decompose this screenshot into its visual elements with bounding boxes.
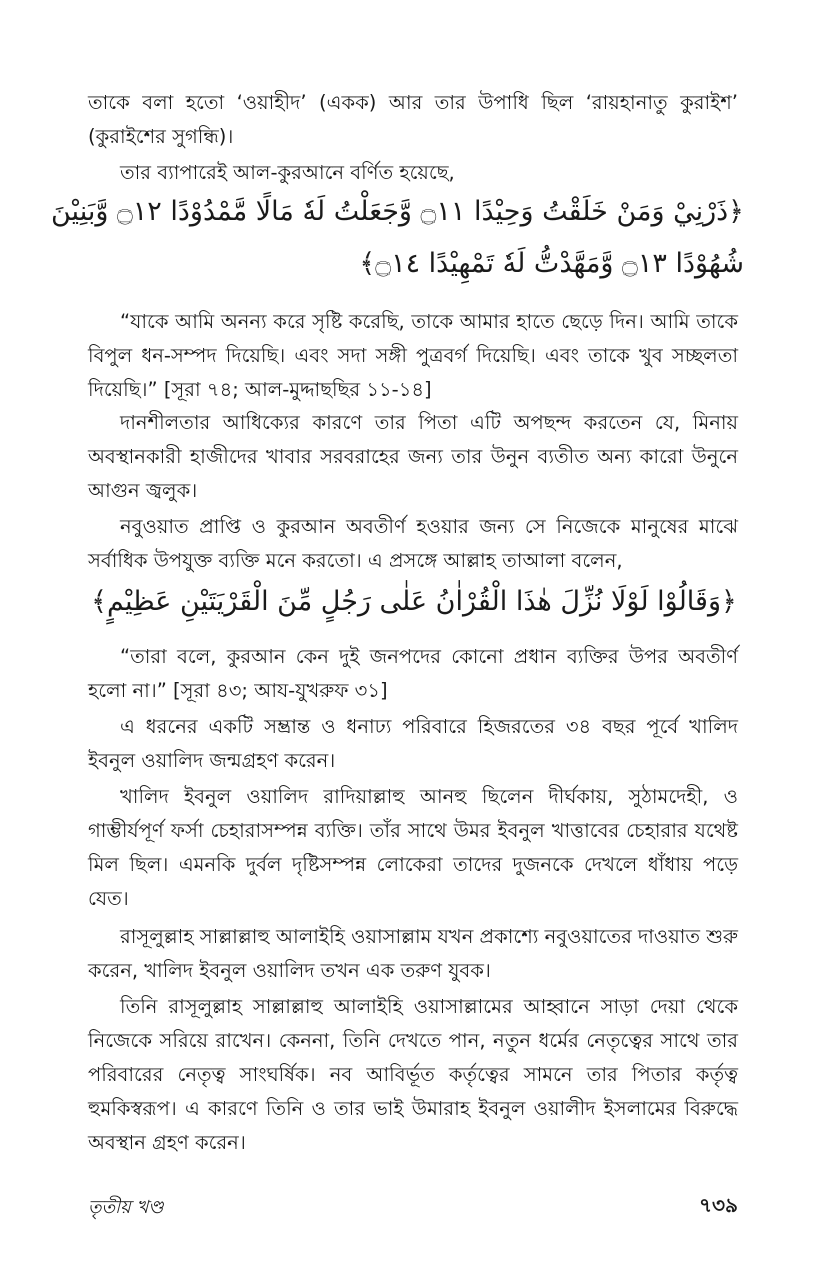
paragraph-dawah-start: রাসূলুল্লাহ সাল্লাল্লাহু আলাইহি ওয়াসাল্লাম যখন প্রকাশ্যে নবুওয়াতের দাওয়াত শুরু করেন, খালিদ ইবনুল ওয়ালিদ তখন এক তরুণ যুবক। xyxy=(88,925,738,982)
paragraph-prophethood-claim: নবুওয়াত প্রাপ্তি ও কুরআন অবতীর্ণ হওয়ার জন্য সে নিজেকে মানুষের মাঝে সর্বাধিক উপযুক্ত ব্যক্তি মনে করতো। এ প্রসঙ্গে আল্লাহ তাআলা বলেন, xyxy=(88,515,738,572)
paragraph-verse-intro: তার ব্যাপারেই আল-কুরআনে বর্ণিত হয়েছে, xyxy=(120,161,455,184)
paragraph-opposition: তিনি রাসূলুল্লাহ সাল্লাল্লাহু আলাইহি ওয়াসাল্লামের আহ্বানে সাড়া দেয়া থেকে নিজেকে সরিয়ে রাখেন। কেননা, তিনি দেখতে পান, নতুন ধর্মের নেতৃত্বের সাথে তার পরিবারের নেতৃত্ব সাংঘর্ষিক। নব আবির্ভূত কর্তৃত্বের সামনে তার পিতার কর্তৃত্ব হুমকিস্বরূপ। এ কারণে তিনি ও তার ভাই উমারাহ ইবনুল ওয়ালীদ ইসলামের বিরুদ্ধে অবস্থান গ্রহণ করেন। xyxy=(88,995,738,1154)
quran-verse-1-line-2: شُهُوْدًا ۝١٣ وَّمَهَّدْتُّ لَهٗ تَمْهِيْدًا ۝١٤﴾ xyxy=(359,248,744,279)
paragraph-appearance: খালিদ ইবনুল ওয়ালিদ রাদিয়াল্লাহু আনহু ছিলেন দীর্ঘকায়, সুঠামদেহী, ও গাম্ভীর্যপূর্ণ ফর্সা চেহারাসম্পন্ন ব্যক্তি। তাঁর সাথে উমর ইবনুল খাত্তাবের চেহারার যথেষ্ট মিল ছিল। এমনকি দুর্বল দৃষ্টিসম্পন্ন লোকেরা তাদের দুজনকে দেখলে ধাঁধায় পড়ে যেত। xyxy=(88,785,738,910)
paragraph-verse-2-translation: “তারা বলে, কুরআন কেন দুই জনপদের কোনো প্রধান ব্যক্তির উপর অবতীর্ণ হলো না।” [সূরা ৪৩; আয-যুখরুফ ৩১] xyxy=(88,645,738,702)
quran-verse-1-line-1: ﴿ذَرْنِيْ وَمَنْ خَلَقْتُ وَحِيْدًا ۝١١ وَّجَعَلْتُ لَهٗ مَالًا مَّمْدُوْدًا ۝١٢ وَّبَنِيْنَ xyxy=(51,196,744,227)
paragraph-intro: তাকে বলা হতো ‘ওয়াহীদ’ (একক) আর তার উপাধি ছিল ‘রায়হানাতু কুরাইশ’ (কুরাইশের সুগন্ধি)। xyxy=(88,91,738,148)
volume-label: তৃতীয় খণ্ড xyxy=(88,1197,164,1218)
page-number: ৭৩৯ xyxy=(699,1193,738,1217)
paragraph-verse-1-translation: “যাকে আমি অনন্য করে সৃষ্টি করেছি, তাকে আমার হাতে ছেড়ে দিন। আমি তাকে বিপুল ধন-সম্পদ দিয়েছি। এবং সদা সঙ্গী পুত্রবর্গ দিয়েছি। এবং তাকে খুব সচ্ছলতা দিয়েছি।” [সূরা ৭৪; আল-মুদ্দাছছির ১১-১৪] xyxy=(88,310,738,401)
quran-verse-2: ﴿وَقَالُوْا لَوْلَا نُزِّلَ هٰذَا الْقُرْاٰنُ عَلٰى رَجُلٍ مِّنَ الْقَرْيَتَيْنِ عَظِيْمٍ﴾ xyxy=(91,586,737,617)
paragraph-birth: এ ধরনের একটি সম্ভ্রান্ত ও ধনাঢ্য পরিবারে হিজরতের ৩৪ বছর পূর্বে খালিদ ইবনুল ওয়ালিদ জন্মগ্রহণ করেন। xyxy=(88,715,738,772)
paragraph-generosity: দানশীলতার আধিক্যের কারণে তার পিতা এটি অপছন্দ করতেন যে, মিনায় অবস্থানকারী হাজীদের খাবার সরবরাহের জন্য তার উনুন ব্যতীত অন্য কারো উনুনে আগুন জ্বলুক। xyxy=(88,411,738,502)
